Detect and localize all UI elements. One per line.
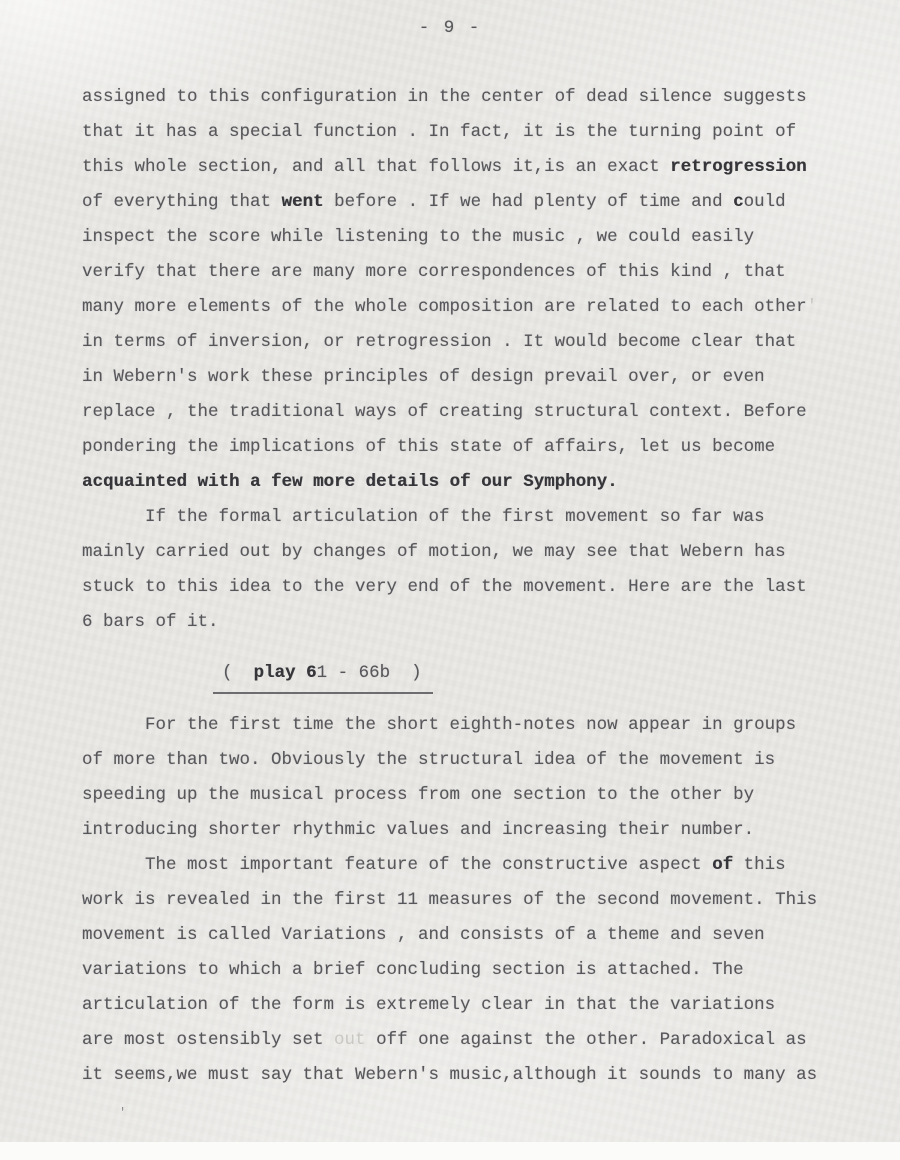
text-line (82, 220, 900, 255)
typed-text: introducing shorter rhythmic values and increasing their number. (82, 820, 755, 840)
text-line (82, 255, 900, 290)
typed-text: of more than two. Obviously the structural idea of the movement is (82, 750, 776, 770)
typed-text: articulation of the form is extremely clear in that the variations (82, 995, 776, 1015)
typed-text: ould (743, 192, 786, 212)
text-line (82, 325, 900, 360)
typed-text: For the first time the short eighth-notes now appear in groups (82, 715, 797, 735)
typed-text: The most important feature of the constructive aspect (82, 855, 713, 875)
overstruck-bold-text: of (712, 855, 734, 875)
typed-text: that it has a special function . In fact, it is the turning point of (82, 122, 797, 142)
overstruck-bold-text: 6 (306, 663, 317, 683)
typed-text: If the formal articulation of the first movement so far was (82, 507, 765, 527)
text-line (82, 918, 900, 953)
overstruck-bold-text: c (733, 192, 744, 212)
faded-erased-text: out (334, 1030, 366, 1050)
typed-text: many more elements of the whole composition are related to each other (82, 297, 807, 317)
typed-text: in terms of inversion, or retrogression . It would become clear that (82, 332, 797, 352)
typed-text: of everything that (82, 192, 282, 212)
overstruck-bold-text: retrogression (670, 157, 807, 177)
typed-text: work is revealed in the first 11 measures of the second movement. This (82, 890, 818, 910)
text-line (82, 185, 900, 220)
text-line (82, 500, 900, 535)
text-line (82, 150, 900, 185)
underlined-phrase (213, 656, 433, 694)
text-line (82, 430, 900, 465)
typed-text: are most ostensibly set (82, 1030, 335, 1050)
stray-ink-mark: ' (119, 1106, 127, 1120)
typewritten-text-body (0, 80, 900, 1093)
page-number: - 9 - (418, 18, 482, 38)
typed-text (296, 663, 307, 683)
typed-text: replace , the traditional ways of creating structural context. Before (82, 402, 807, 422)
typed-text: 1 - 66b ) (316, 663, 422, 683)
typed-text: mainly carried out by changes of motion, we may see that Webern has (82, 542, 786, 562)
text-line (82, 883, 900, 918)
text-line (82, 848, 900, 883)
typed-text: speeding up the musical process from one section to the other by (82, 785, 755, 805)
overstruck-bold-text: went (281, 192, 324, 212)
overstruck-bold-text: acquainted with a few more details of our Symphony. (82, 472, 618, 492)
typed-text: stuck to this idea to the very end of the movement. Here are the last (82, 577, 807, 597)
text-line (82, 80, 900, 115)
text-line (82, 605, 900, 640)
typed-text: in Webern's work these principles of design prevail over, or even (82, 367, 765, 387)
text-line (82, 1023, 900, 1058)
text-line (82, 708, 900, 743)
text-line (82, 988, 900, 1023)
typed-text: ( (222, 663, 254, 683)
text-line (82, 813, 900, 848)
text-line (82, 360, 900, 395)
text-line (82, 743, 900, 778)
typed-text: it seems,we must say that Webern's music,although it sounds to many as (82, 1065, 818, 1085)
text-line (82, 953, 900, 988)
typed-text: this whole section, and all that follows it,is an exact (82, 157, 671, 177)
text-line (82, 570, 900, 605)
text-line (82, 778, 900, 813)
typed-text: assigned to this configuration in the center of dead silence suggests (82, 87, 807, 107)
typed-text: this (733, 855, 786, 875)
text-line (82, 395, 900, 430)
typed-text: variations to which a brief concluding section is attached. The (82, 960, 744, 980)
typed-text: movement is called Variations , and consists of a theme and seven (82, 925, 765, 945)
text-line (82, 1058, 900, 1093)
text-line (82, 115, 900, 150)
overstruck-bold-text: play (253, 663, 296, 683)
typed-text: pondering the implications of this state of affairs, let us become (82, 437, 776, 457)
text-line (82, 465, 900, 500)
text-line (82, 535, 900, 570)
typed-text: off one against the other. Paradoxical as (365, 1030, 807, 1050)
typed-text: 6 bars of it. (82, 612, 219, 632)
play-cue-line (82, 656, 900, 691)
text-line (82, 290, 900, 325)
typed-text: before . If we had plenty of time and (323, 192, 734, 212)
faded-erased-text: ' (806, 297, 818, 317)
typed-text: verify that there are many more correspondences of this kind , that (82, 262, 786, 282)
typed-text: inspect the score while listening to the music , we could easily (82, 227, 755, 247)
